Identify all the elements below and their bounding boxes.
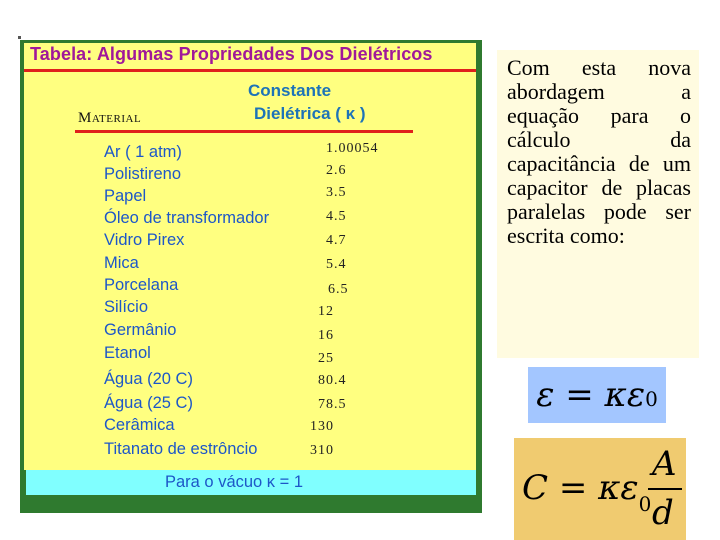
material-name: Cerâmica xyxy=(104,416,175,434)
equation-capacitance-sub: 0 xyxy=(638,491,652,516)
dielectric-value: 4.7 xyxy=(326,233,347,248)
material-name: Porcelana xyxy=(104,276,179,294)
column-header-dielectric: Dielétrica ( κ ) xyxy=(254,104,366,123)
material-name: Papel xyxy=(104,187,147,205)
material-name: Silício xyxy=(104,298,149,316)
explanation-text: Com esta nova abordagem a equação para o cálculo da capacitância de um capacitor de placas paralelas pode ser escrita como: xyxy=(507,55,691,248)
equation-capacitance-main: C = κε xyxy=(522,468,639,508)
dielectric-value: 5.4 xyxy=(326,257,347,272)
dielectric-value: 6.5 xyxy=(328,282,349,297)
dielectric-value: 1.00054 xyxy=(326,141,379,156)
vacuum-note: Para o vácuo κ = 1 xyxy=(165,473,304,491)
dielectric-value: 16 xyxy=(318,328,334,343)
equation-permittivity-sub: 0 xyxy=(645,387,658,411)
material-name: Óleo de transformador xyxy=(104,209,270,227)
material-name: Mica xyxy=(104,254,139,272)
material-name: Etanol xyxy=(104,344,151,362)
material-name: Germânio xyxy=(104,321,177,339)
material-name: Vidro Pirex xyxy=(104,231,185,249)
material-name: Água (20 C) xyxy=(104,370,193,388)
explanation-box xyxy=(497,50,699,358)
dielectric-value: 130 xyxy=(310,419,334,434)
dielectric-value: 4.5 xyxy=(326,209,347,224)
equation-permittivity-main: ε = κε xyxy=(536,375,646,415)
dielectric-value: 80.4 xyxy=(318,373,347,388)
equation-capacitance-lhs xyxy=(522,468,652,516)
dielectric-value: 12 xyxy=(318,304,334,319)
fraction-denominator: d xyxy=(652,493,674,533)
title-rule xyxy=(24,69,476,72)
column-header-constant: Constante xyxy=(248,81,332,100)
table-title: Tabela: Algumas Propriedades Dos Dielétricos xyxy=(30,44,433,64)
equation-permittivity xyxy=(528,367,666,423)
material-name: Água (25 C) xyxy=(104,394,193,412)
material-name: Titanato de estrôncio xyxy=(104,440,258,458)
dielectric-value: 78.5 xyxy=(318,397,347,412)
material-name: Polistireno xyxy=(104,165,182,183)
dielectric-value: 3.5 xyxy=(326,185,347,200)
equation-capacitance xyxy=(514,438,686,540)
material-name: Ar ( 1 atm) xyxy=(104,143,182,161)
column-header-material: Material xyxy=(78,110,142,126)
fraction-numerator: A xyxy=(652,444,677,484)
bullet-dot xyxy=(18,36,21,39)
dielectric-table xyxy=(24,43,476,470)
dielectric-value: 25 xyxy=(318,351,334,366)
header-rule xyxy=(75,130,413,133)
dielectric-value: 310 xyxy=(310,443,334,458)
fraction-bar xyxy=(648,488,682,490)
dielectric-value: 2.6 xyxy=(326,163,347,178)
